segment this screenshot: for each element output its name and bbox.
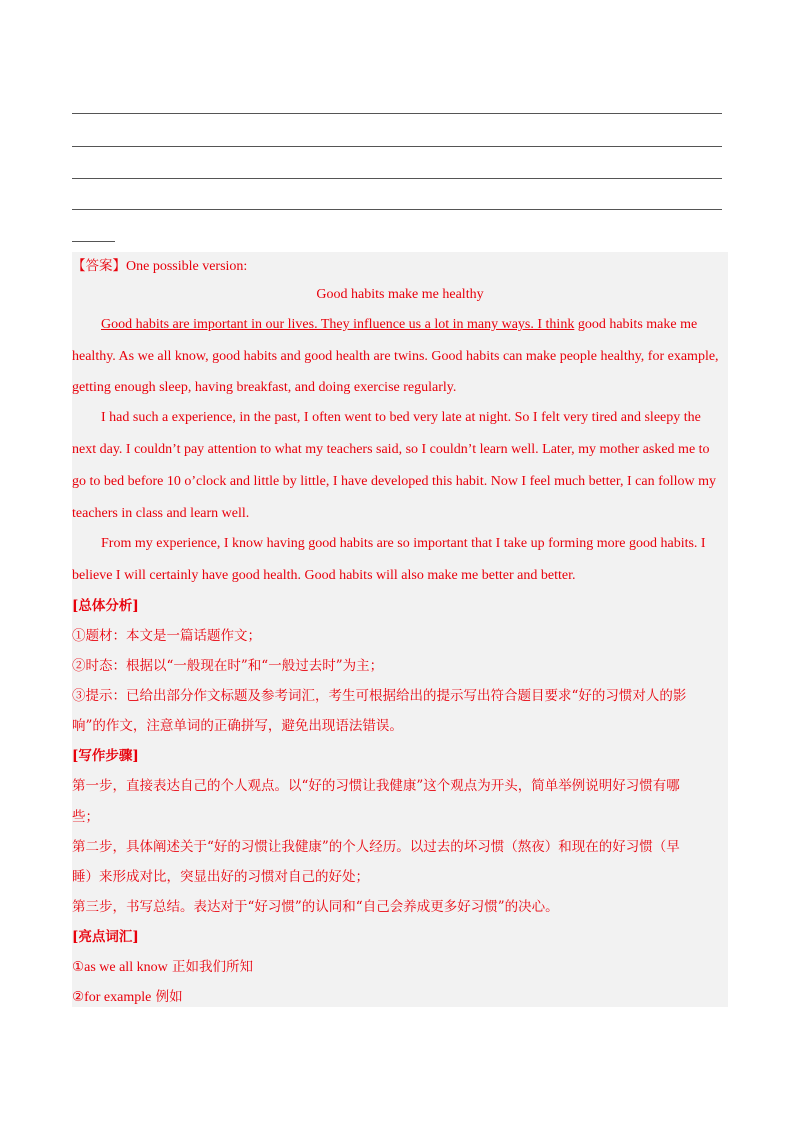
vocab-item-1-english: as we all know	[84, 960, 168, 975]
steps-heading: [写作步骤]	[72, 748, 139, 764]
essay-p2-line4: teachers in class and learn well.	[72, 506, 250, 521]
step-2-line2: 睡）来形成对比，突显出好的习惯对自己的好处；	[72, 869, 369, 885]
vocab-item-2-chinese: 例如	[151, 989, 183, 1005]
essay-p3-line1: From my experience, I know having good habits are so important that I take up forming more good habits. I	[101, 536, 706, 551]
analysis-item-2: ②时态：根据以“一般现在时”和“一般过去时”为主；	[72, 658, 384, 674]
answer-bracket: 【答案】	[72, 258, 126, 274]
answer-heading	[72, 257, 247, 276]
writing-line-end	[72, 241, 115, 242]
writing-line-2	[72, 146, 722, 147]
step-2-line1: 第二步，具体阐述关于“好的习惯让我健康”的个人经历。以过去的坏习惯（熬夜）和现在的好习惯（早	[72, 839, 680, 855]
analysis-item-1: ①题材：本文是一篇话题作文；	[72, 628, 261, 644]
essay-p2-line3: go to bed before 10 o’clock and little by little, I have developed this habit. Now I feel much better, I can follow my	[72, 474, 717, 489]
writing-line-3	[72, 178, 722, 179]
essay-title: Good habits make me healthy	[316, 287, 484, 302]
step-1-line2: 些；	[72, 809, 99, 825]
writing-line-1	[72, 113, 722, 114]
essay-p1-line1	[101, 316, 697, 334]
essay-p1-line3: getting enough sleep, having breakfast, and doing exercise regularly.	[72, 380, 457, 395]
vocab-heading: [亮点词汇]	[72, 929, 139, 945]
essay-p2-line1: I had such a experience, in the past, I often went to bed very late at night. So I felt very tired and sleepy the	[101, 410, 701, 425]
step-3: 第三步，书写总结。表达对于“好习惯”的认同和“自己会养成更多好习惯”的决心。	[72, 899, 559, 915]
vocab-item-2-number: ②	[72, 989, 85, 1005]
vocab-item-1-chinese: 正如我们所知	[167, 959, 253, 975]
essay-p1-rest: good habits make me	[574, 317, 698, 332]
step-1-line1: 第一步，直接表达自己的个人观点。以“好的习惯让我健康”这个观点为开头，简单举例说明好习惯有哪	[72, 778, 680, 794]
vocab-item-1	[72, 958, 253, 977]
essay-p3-line2: believe I will certainly have good health. Good habits will also make me better and better.	[72, 568, 576, 583]
essay-p1-line2: healthy. As we all know, good habits and good health are twins. Good habits can make people healthy, for example,	[72, 349, 719, 364]
answer-heading-text: One possible version:	[126, 259, 248, 274]
analysis-heading: [总体分析]	[72, 598, 139, 614]
writing-line-4	[72, 209, 722, 210]
analysis-item-3-line2: 响”的作文，注意单词的正确拼写，避免出现语法错误。	[72, 718, 403, 734]
essay-p2-line2: next day. I couldn’t pay attention to what my teachers said, so I couldn’t learn well. Later, my mother asked me to	[72, 442, 710, 457]
vocab-item-1-number: ①	[72, 959, 85, 975]
essay-p1-underlined: Good habits are important in our lives. They influence us a lot in many ways. I think	[101, 317, 575, 332]
answer-section	[72, 252, 728, 1007]
vocab-item-2	[72, 988, 183, 1007]
vocab-item-2-english: for example	[84, 990, 152, 1005]
analysis-item-3-line1: ③提示：已给出部分作文标题及参考词汇，考生可根据给出的提示写出符合题目要求“好的习惯对人的影	[72, 688, 687, 704]
